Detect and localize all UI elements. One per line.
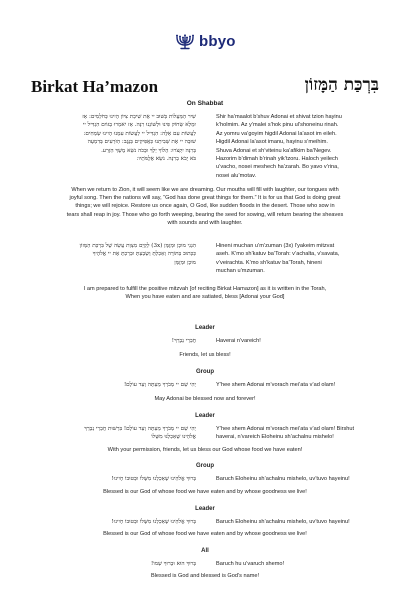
hebrew-line: שִׁיר הַמַּעֲלוֹת בְּשׁוּב יי אֶת שִׁיבַת צִיּוֹן הָיִינוּ כְּחֹלְמִים: אָז: [82, 114, 196, 120]
role-heading: Group: [196, 369, 214, 375]
section-hebrew: [16, 475, 196, 483]
transliteration-line: haverai, n’vareich Eloheinu sh’achalnu mishelo!: [216, 434, 334, 441]
title-english: Birkat Ha’mazon: [31, 77, 159, 96]
role-heading: Group: [196, 463, 214, 469]
hebrew-line: כַּכָּתוּב בַּתּוֹרָה וְאָכַלְתָּ וְשָׂבָעְתָּ וּבֵרַכְתָּ אֶת יי אֱלֹהֶיךָ: [92, 251, 196, 258]
section-transliteration: [216, 337, 396, 345]
role-heading: Leader: [195, 413, 215, 419]
english-line: I am prepared to fulfill the positive mitzvah [of reciting Birkat Hamazon] as it is written in the Torah,: [83, 286, 327, 292]
hebrew-line: שׁוּבָה יי אֶת שְׁבִיתֵנוּ כַּאֲפִיקִים בַּנֶּגֶב: הַזֹּרְעִים בְּדִמְעָה: [87, 139, 196, 146]
transliteration-line: Hazorim b’dimah b’rinah yik’tzoru. Haloch yeilech: [216, 156, 338, 163]
section-transliteration: [216, 381, 396, 389]
english-line: May Adonai be blessed now and forever!: [154, 396, 256, 402]
hebrew-line: הִנְנִי מוּכָן וּמְזֻמָּן (3x) לְקַיֵּם מִצְוַת עֲשֵׂה שֶׁל בִּרְכַּת הַמָּזוֹן: [79, 243, 196, 249]
hebrew-line: אֱלֹהֵינוּ שֶׁאָכַלְנוּ מִשֶּׁלוֹ: [151, 434, 196, 441]
transliteration-line: aseh. K’mo sh’katuv ba’Torah: v’achalta, v’savata,: [216, 251, 340, 258]
transliteration-line: Y’hee shem Adonai m’vorach mei’ata v’ad olam!: [216, 382, 336, 388]
occasion-heading: On Shabbat: [186, 100, 224, 107]
section-hebrew: [16, 518, 196, 526]
english-line: With your permission, friends, let us bless our God whose food we have eaten!: [107, 447, 303, 453]
section-english: [20, 488, 390, 496]
section-transliteration: [216, 560, 396, 568]
title-hebrew: בִּרְכַּת הַמָּזוֹן: [304, 75, 379, 95]
transliteration-line: Baruch Eloheinu sh’achalnu mishelo, uv’tuvo hayeinu!: [216, 476, 350, 482]
transliteration-line: nosei alu’motav.: [216, 172, 257, 179]
hebrew-line: בְּרִנָּה יִקְצֹרוּ: הָלוֹךְ יֵלֵךְ וּבָכֹה נֹשֵׂא מֶשֶׁךְ הַזָּרַע.: [101, 147, 196, 154]
section-english: [20, 285, 390, 301]
section-english: [20, 395, 390, 403]
section-hebrew: [16, 381, 196, 389]
section-english: [20, 186, 390, 227]
transliteration-line: u’vacho, nosei meshech ha’zarah. Bo yavo v’rina,: [216, 164, 339, 171]
transliteration-line: Y’hee shem Adonai m’vorach mei’ata v’ad olam! Birshut: [216, 426, 355, 432]
transliteration-line: Hineni muchan u’m’zuman (3x) l’yakeim mitzvat: [216, 243, 335, 249]
hebrew-line: מוּכָן וּמְזֻמָּן: [174, 259, 196, 266]
english-line: When you have eaten and are satiated, bless [Adonai your God]: [125, 294, 285, 301]
hebrew-line: יְהִי שֵׁם יי מְבֹרָךְ מֵעַתָּה וְעַד עוֹלָם! בִּרְשׁוּת חֲבֵרַי נְבָרֵךְ: [84, 426, 196, 432]
section-english: [20, 446, 390, 454]
english-line: Blessed is our God of whose food we have eaten and by whose goodness we live!: [103, 489, 307, 495]
section-transliteration: [216, 113, 396, 180]
section-transliteration: [216, 425, 396, 442]
role-heading: All: [201, 548, 209, 554]
transliteration-line: Baruch Eloheinu sh’achalnu mishelo, uv’tuvo hayeinu!: [216, 519, 350, 525]
english-line: Friends, let us bless!: [179, 352, 231, 358]
hebrew-line: חֲבֵרַי נְבָרֵךְ!: [171, 338, 196, 344]
transliteration-line: Haverai n’vareich!: [216, 338, 261, 344]
transliteration-line: v’veirachta. K’mo sh’katuv ba’Torah, hineni: [216, 259, 322, 266]
english-line: joyful song. Then the nations will say, “God has done great things for them.” It is for us that God is doing great: [69, 195, 341, 202]
role-heading: Leader: [195, 325, 215, 331]
hebrew-line: יְהִי שֵׁם יי מְבֹרָךְ מֵעַתָּה וְעַד עוֹלָם!: [123, 382, 196, 388]
section-transliteration: [216, 242, 396, 276]
hebrew-line: בֹּא יָבֹא בְרִנָּה. נֹשֵׂא אֲלֻמֹּתָיו:: [136, 156, 196, 163]
section-hebrew: [16, 560, 196, 568]
role-heading: Leader: [195, 506, 215, 512]
transliteration-line: Shuva Adonai et sh’viteinu ka’afikim ba’Negev.: [216, 147, 332, 154]
transliteration-line: muchan u’mzuman.: [216, 268, 265, 275]
english-line: Blessed is our God of whose food we have eaten and by whose goodness we live!: [103, 531, 307, 537]
hebrew-line: לַעֲשׂוֹת עִם אֵלֶּה: הִגְדִּיל יי לַעֲשׂוֹת עִמָּנוּ הָיִינוּ שְׂמֵחִים:: [83, 130, 196, 137]
hebrew-line: יִמָּלֵא שְׂחוֹק פִּינוּ וּלְשׁוֹנֵנוּ רִנָּה. אָז יֹאמְרוּ בַגּוֹיִם הִגְדִּיל יי: [82, 122, 196, 129]
section-english: [20, 530, 390, 538]
section-english: [20, 351, 390, 359]
section-hebrew: [16, 337, 196, 345]
brand-name: bbyo: [199, 33, 236, 50]
brand-logo: [174, 33, 236, 50]
hebrew-line: בָּרוּךְ אֱלֹהֵינוּ שֶׁאָכַלְנוּ מִשֶּׁלוֹ וּבְטוּבוֹ חָיִינוּ!: [111, 519, 196, 525]
english-line: things; we will rejoice. Restore us once again, O God, like sudden floods in the desert. Those who sow in: [75, 203, 335, 210]
transliteration-line: Baruch hu u’varuch shemo!: [216, 561, 285, 567]
transliteration-line: Shir ha’maalot b’shuv Adonai et shivat tzion hayinu: [216, 114, 342, 120]
transliteration-line: k’holmim. Az y’malei s’hok pinu ul’shoneinu rinah.: [216, 122, 339, 129]
menorah-icon: [174, 34, 196, 50]
english-line: When we return to Zion, it will seem like we are dreaming. Our mouths will fill with laughter, our tongues with: [71, 187, 339, 193]
section-transliteration: [216, 475, 396, 483]
english-line: Blessed is God and blessed is God’s name!: [150, 573, 260, 579]
english-line: tears shall reap in joy. Those who go forth weeping, bearing the seed for sowing, will return bearing the sheaves: [66, 211, 344, 218]
transliteration-line: Higdil Adonai la’asot imanu, hayinu s’meihim.: [216, 139, 328, 146]
section-hebrew: [16, 425, 196, 442]
section-hebrew: [16, 113, 196, 163]
section-english: [20, 572, 390, 580]
english-line: with sounds and with laughter.: [167, 219, 243, 226]
hebrew-line: בָּרוּךְ אֱלֹהֵינוּ שֶׁאָכַלְנוּ מִשֶּׁלוֹ וּבְטוּבוֹ חָיִינוּ!: [111, 476, 196, 482]
hebrew-line: בָּרוּךְ הוּא וּבָרוּךְ שְׁמוֹ!: [151, 561, 196, 567]
transliteration-line: Az yomru va’goyim higdil Adonai la’asot im eileh.: [216, 130, 337, 137]
section-hebrew: [16, 242, 196, 267]
section-transliteration: [216, 518, 396, 526]
